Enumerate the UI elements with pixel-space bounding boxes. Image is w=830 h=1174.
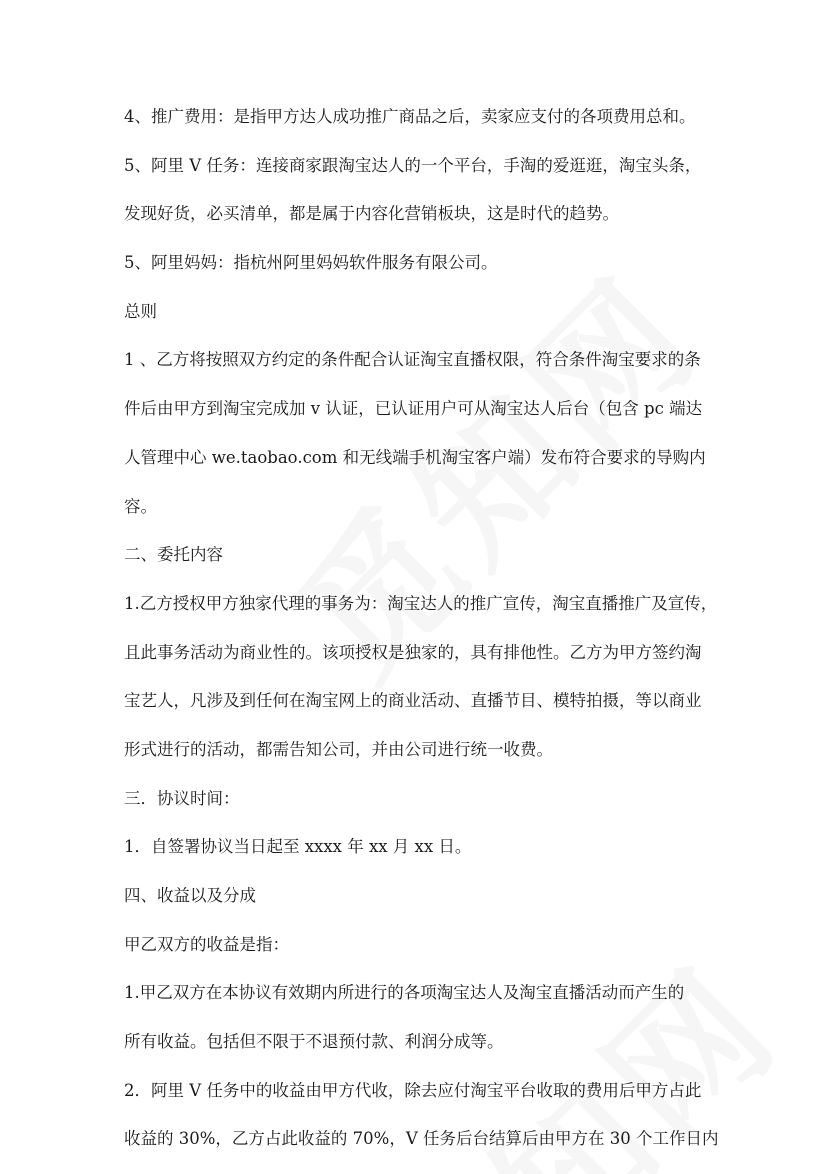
text-line: 甲乙双方的收益是指： [124, 934, 289, 954]
text-line: 所有收益。包括但不限于不退预付款、利润分成等。 [124, 1032, 504, 1052]
document-body [124, 106, 719, 1150]
text-line: 4、推广费用：是指甲方达人成功推广商品之后，卖家应支付的各项费用总和。 [124, 107, 696, 126]
text-line: 三．协议时间： [124, 788, 240, 808]
text-line: 容。 [124, 496, 157, 516]
text-line: 总则 [124, 301, 157, 321]
paragraph [124, 1080, 719, 1151]
text-line: 形式进行的活动，都需告知公司，并由公司进行统一收费。 [124, 739, 553, 759]
text-line: 1．自签署协议当日起至 xxxx 年 xx 月 xx 日。 [124, 837, 472, 857]
text-line: 且此事务活动为商业性的。该项授权是独家的，具有排他性。乙方为甲方签约淘 [124, 642, 702, 662]
text-line: 发现好货，必买清单，都是属于内容化营销板块，这是时代的趋势。 [124, 204, 619, 224]
paragraph [124, 106, 714, 128]
paragraph [124, 934, 714, 956]
text-line: 收益的 30%，乙方占此收益的 70%，V 任务后台结算后由甲方在 30 个工作日内 [124, 1129, 719, 1149]
text-line: 宝艺人，凡涉及到任何在淘宝网上的商业活动、直播节目、模特拍摄，等以商业 [124, 691, 702, 711]
paragraph [124, 593, 718, 761]
text-line: 件后由甲方到淘宝完成加 v 认证，已认证用户可从淘宝达人后台（包含 pc 端达 [124, 399, 703, 419]
text-line: 二、委托内容 [124, 545, 223, 565]
text-line: 2．阿里 V 任务中的收益由甲方代收，除去应付淘宝平台收取的费用后甲方占此 [124, 1080, 702, 1100]
text-line: 1.乙方授权甲方独家代理的事务为：淘宝达人的推广宣传，淘宝直播推广及宣传， [124, 593, 718, 613]
text-line: 5、阿里妈妈：指杭州阿里妈妈软件服务有限公司。 [124, 253, 498, 273]
text-line: 5、阿里 V 任务：连接商家跟淘宝达人的一个平台，手淘的爱逛逛，淘宝头条， [124, 155, 702, 175]
paragraph [124, 788, 714, 810]
text-line: 1.甲乙双方在本协议有效期内所进行的各项淘宝达人及淘宝直播活动而产生的 [124, 983, 685, 1003]
paragraph [124, 252, 714, 274]
paragraph [124, 982, 714, 1053]
paragraph [124, 836, 714, 858]
text-line: 1 、乙方将按照双方约定的条件配合认证淘宝直播权限，符合条件淘宝要求的条 [124, 350, 701, 370]
paragraph [124, 885, 714, 907]
paragraph [124, 155, 714, 226]
paragraph [124, 544, 714, 566]
paragraph [124, 349, 714, 517]
paragraph [124, 301, 714, 323]
text-line: 人管理中心 we.taobao.com 和无线端手机淘宝客户端）发布符合要求的导购内 [124, 447, 706, 467]
text-line: 四、收益以及分成 [124, 886, 256, 905]
